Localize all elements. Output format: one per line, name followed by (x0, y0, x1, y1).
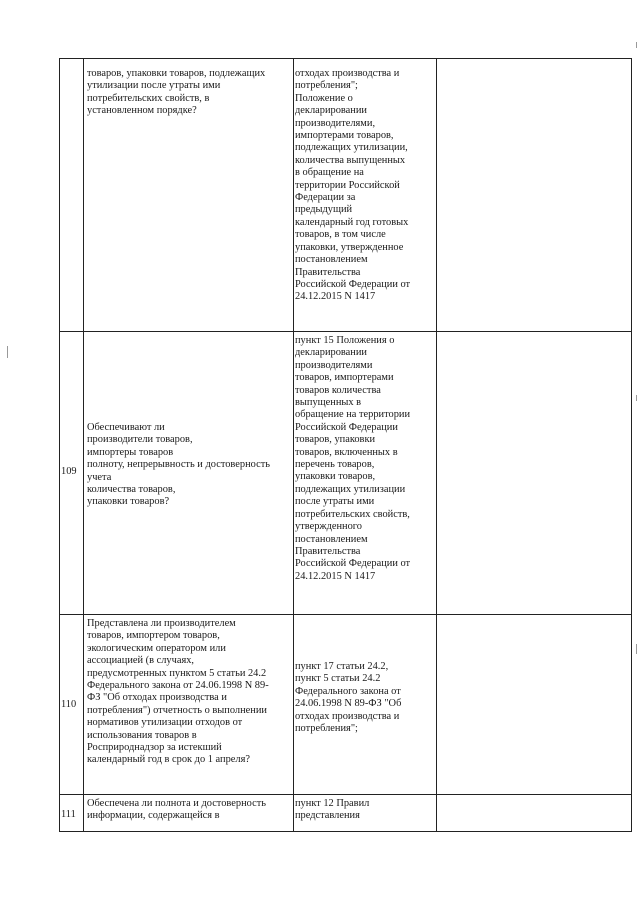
row-divider (59, 794, 632, 795)
row-number: 109 (61, 466, 77, 477)
row-number: 111 (61, 809, 76, 820)
table-border-left (59, 58, 60, 832)
scan-edge-mark (636, 644, 637, 654)
question-cell: Представлена ли производителем товаров, импортером товаров, экологическим оператором или ассоциацией (в случаях, предусмотренных пунктом 5 статьи 24.2 Федерального закона от 24.06.1998 N 89- ФЗ "Об отходах производства и потребления") отчетность о выполнении нормативов утилизации отходов от использования товаров в Росприроднадзор за истекший календарный год в срок до 1 апреля? (87, 618, 269, 766)
row-divider (59, 614, 632, 615)
column-divider-question (293, 58, 294, 832)
row-divider (59, 331, 632, 332)
reference-cell: пункт 17 статьи 24.2, пункт 5 статьи 24.2 Федерального закона от 24.06.1998 N 89-ФЗ "Об отходах производства и потребления"; (295, 661, 402, 735)
table-border-bottom (59, 831, 632, 832)
table-border-right (631, 58, 632, 832)
requirements-table (59, 58, 632, 832)
column-divider-number (83, 58, 84, 832)
column-divider-reference (436, 58, 437, 832)
scan-edge-mark (636, 42, 637, 48)
table-border-top (59, 58, 632, 59)
row-number: 110 (61, 699, 77, 710)
question-cell: Обеспечена ли полнота и достоверность информации, содержащейся в (87, 798, 266, 822)
question-cell: товаров, упаковки товаров, подлежащих утилизации после утраты ими потребительских свойств, в установленном порядке? (87, 68, 266, 117)
reference-cell: отходах производства и потребления"; Положение о декларировании производителями, импортерами товаров, подлежащих утилизации, количества выпущенных в обращение на территории Российской Федерации за предыдущий календарный год готовых товаров, в том числе упаковки, утвержденное постановлением Правительства Российской Федерации от 24.12.2015 N 1417 (295, 68, 411, 303)
scan-edge-mark (636, 395, 637, 401)
reference-cell: пункт 12 Правил представления (295, 798, 370, 822)
question-cell: Обеспечивают ли производители товаров, импортеры товаров полноту, непрерывность и достоверность учета количества товаров, упаковки товаров? (87, 422, 270, 508)
reference-cell: пункт 15 Положения о декларировании производителями товаров, импортерами товаров количества выпущенных в обращение на территории Российской Федерации товаров, упаковки товаров, включенных в перечень товаров, упаковки товаров, подлежащих утилизации после утраты ими потребительских свойств, утвержденного постановлением Правительства Российской Федерации от 24.12.2015 N 1417 (295, 335, 411, 582)
scan-edge-mark (7, 346, 8, 358)
